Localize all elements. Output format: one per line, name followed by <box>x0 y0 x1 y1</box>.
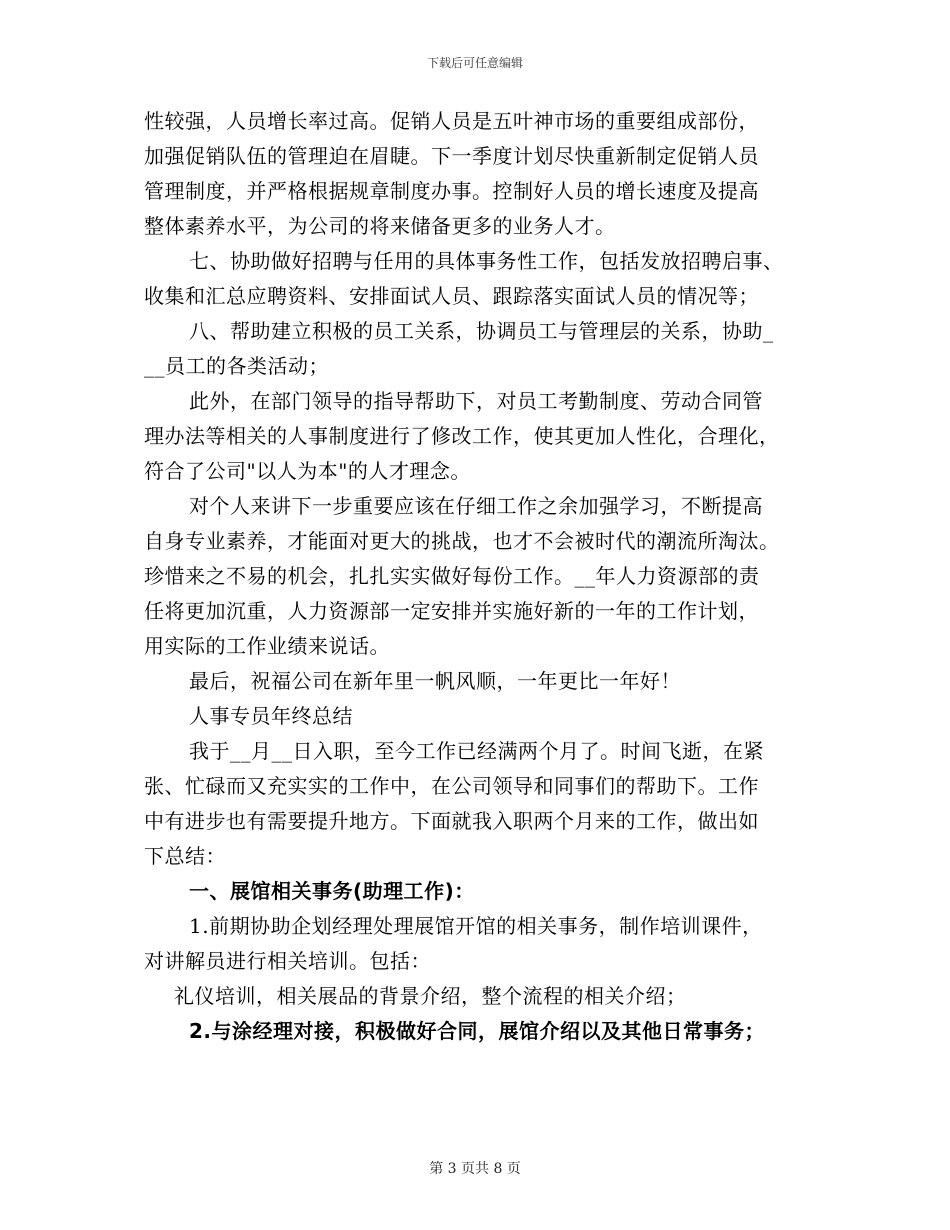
subheading: 2.与涂经理对接，积极做好合同，展馆介绍以及其他日常事务； <box>189 1019 766 1043</box>
paragraph-line: 中有进步也有需要提升地方。下面就我入职两个月来的工作，做出如 <box>144 809 759 833</box>
paragraph-line: 管理制度，并严格根据规章制度办事。控制好人员的增长速度及提高 <box>144 179 759 203</box>
paragraph-line: 符合了公司"以人为本"的人才理念。 <box>144 459 471 483</box>
paragraph-line: 收集和汇总应聘资料、安排面试人员、跟踪落实面试人员的情况等； <box>144 284 759 308</box>
paragraph-line: 加强促销队伍的管理迫在眉睫。下一季度计划尽快重新制定促销人员 <box>144 144 759 168</box>
paragraph-line: 性较强，人员增长率过高。促销人员是五叶神市场的重要组成部份， <box>144 109 759 133</box>
paragraph-line: 礼仪培训，相关展品的背景介绍，整个流程的相关介绍； <box>174 984 687 1008</box>
paragraph-line: 自身专业素养，才能面对更大的挑战，也才不会被时代的潮流所淘汰。 <box>144 529 780 553</box>
subheading: 一、展馆相关事务(助理工作)： <box>189 879 475 903</box>
paragraph-line: 1.前期协助企划经理处理展馆开馆的相关事务，制作培训课件， <box>189 914 763 938</box>
paragraph-line: 理办法等相关的人事制度进行了修改工作，使其更加人性化，合理化， <box>144 424 780 448</box>
paragraph-line: 张、忙碌而又充实实的工作中，在公司领导和同事们的帮助下。工作 <box>144 774 759 798</box>
paragraph-line: 八、帮助建立积极的员工关系，协调员工与管理层的关系，协助_ <box>189 319 774 343</box>
page-footer: 第 3 页共 8 页 <box>429 1161 521 1177</box>
paragraph-line: 七、协助做好招聘与任用的具体事务性工作，包括发放招聘启事、 <box>189 249 784 273</box>
paragraph-line: 对个人来讲下一步重要应该在仔细工作之余加强学习，不断提高 <box>189 494 763 518</box>
paragraph-line: __员工的各类活动； <box>144 354 329 378</box>
paragraph-line: 用实际的工作业绩来说话。 <box>144 634 390 658</box>
paragraph-line: 整体素养水平，为公司的将来储备更多的业务人才。 <box>144 214 616 238</box>
paragraph-line: 珍惜来之不易的机会，扎扎实实做好每份工作。__年人力资源部的责 <box>144 564 760 588</box>
paragraph-line: 此外，在部门领导的指导帮助下，对员工考勤制度、劳动合同管 <box>189 389 763 413</box>
paragraph-line: 下总结： <box>144 844 226 868</box>
paragraph-line: 对讲解员进行相关培训。包括： <box>144 949 431 973</box>
page-header: 下载后可任意编辑 <box>426 56 523 70</box>
paragraph-line: 最后，祝福公司在新年里一帆风顺，一年更比一年好！ <box>189 669 681 693</box>
paragraph-line: 我于__月__日入职，至今工作已经满两个月了。时间飞逝，在紧 <box>189 739 764 763</box>
section-title: 人事专员年终总结 <box>189 704 353 728</box>
paragraph-line: 任将更加沉重，人力资源部一定安排并实施好新的一年的工作计划， <box>144 599 759 623</box>
document-body <box>144 104 820 1049</box>
